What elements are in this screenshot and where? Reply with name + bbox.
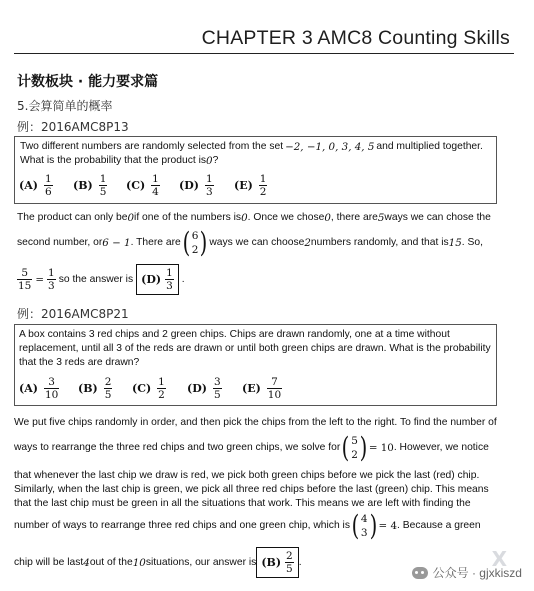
wechat-icon [412, 567, 428, 579]
example2-answer-box [256, 547, 298, 578]
wechat-watermark [412, 564, 522, 581]
text: . Once we chose [247, 212, 325, 223]
frac-num: 1 [48, 267, 55, 279]
example2-label: 例：2016AMC8P21 [17, 307, 129, 321]
answer-choice [73, 173, 107, 198]
example2-problem-line1: A box contains 3 red chips and 2 green chips. Chips are drawn randomly, one at a time without [19, 329, 450, 340]
paren-left: ( [341, 431, 350, 464]
example1-answer-box [136, 264, 179, 295]
example2-solution-line2 [14, 433, 489, 463]
example2-problem-line3: that the 3 reds are drawn? [19, 357, 140, 368]
fraction-1-3 [47, 267, 56, 292]
binom-top: 4 [360, 513, 368, 525]
answer-choice [126, 173, 160, 198]
answer-choice [187, 376, 222, 401]
example2-solution-line5: that the last chip must be green in all the situations that work. This means we are left with finding the [14, 498, 471, 509]
text: . However, we notice [393, 442, 489, 453]
text: ways we can choose [209, 237, 305, 248]
text: What is the probability that the product is [20, 155, 207, 166]
paren-right: ) [200, 226, 208, 259]
frac-num: 1 [166, 267, 173, 279]
choice-fraction [213, 376, 222, 401]
frac-num: 3 [213, 376, 221, 388]
text: The product can only be [17, 212, 128, 223]
choice-label: (A) [19, 382, 38, 395]
choice-label: (B) [78, 382, 98, 395]
choice-fraction [44, 173, 53, 198]
example2-problem-line2: replacement, until all 3 of the reds are drawn or until both green chips are drawn. What is the probability [19, 343, 491, 354]
choice-label: (A) [19, 179, 38, 192]
binom-bottom: 2 [351, 449, 358, 461]
text: situations, our answer is [145, 556, 257, 568]
frac-num: 3 [48, 376, 55, 388]
number-set: −2, −1, 0, 3, 4, 5 [285, 141, 375, 153]
math: 0 [324, 212, 331, 224]
choice-label: (E) [234, 179, 253, 192]
text: number of ways to rearrange three red chips and one green chip, which is [14, 520, 350, 531]
text: second number, or [17, 237, 103, 248]
frac-num: 1 [158, 376, 165, 388]
example2-solution-line3: that whenever the last chip we draw is red, we pick both green chips before we pick the last (red) chip. [14, 470, 480, 481]
text: . [181, 273, 185, 285]
choice-fraction [205, 173, 214, 198]
math: 4 [83, 556, 90, 569]
example1-solution-line2 [17, 228, 483, 258]
example2-solution-line7 [14, 547, 302, 578]
binomial-6-2 [181, 226, 210, 259]
choice-fraction [44, 376, 59, 401]
binomial-4-3 [350, 509, 379, 542]
section-subheading: 5.会算简单的概率 [17, 99, 113, 113]
answer-choice [132, 376, 166, 401]
frac-num: 2 [104, 376, 112, 388]
math: 5 [377, 212, 385, 224]
frac-den: 5 [286, 563, 293, 575]
watermark-text: 公众号 · gjxkiszd [432, 566, 522, 580]
frac-num: 1 [99, 173, 107, 185]
section-heading: 计数板块 · 能力要求篇 [17, 74, 159, 90]
frac-num: 1 [205, 173, 213, 185]
brand-logo-watermark: X [491, 547, 508, 571]
math: 0 [241, 212, 248, 224]
answer-label: (D) [141, 272, 162, 286]
choice-label: (D) [179, 179, 199, 192]
choice-fraction [157, 376, 166, 401]
text: and multiplied together. [376, 141, 483, 152]
frac-den: 5 [104, 389, 112, 401]
example1-problem-line2 [20, 154, 218, 168]
choice-label: (B) [73, 179, 93, 192]
math: 0 [127, 212, 135, 224]
frac-den: 3 [48, 280, 55, 292]
frac-den: 5 [99, 186, 107, 198]
frac-num: 7 [271, 376, 278, 388]
binomial-5-2 [340, 431, 369, 464]
frac-num: 1 [152, 173, 159, 185]
frac-den: 2 [158, 389, 165, 401]
binom-top: 5 [351, 435, 358, 447]
frac-den: 3 [166, 280, 173, 292]
answer-choice [179, 173, 214, 198]
text: chip will be last [14, 556, 84, 568]
frac-den: 3 [205, 186, 213, 198]
text: numbers randomly, and that is [310, 237, 449, 248]
paren-right: ) [369, 509, 377, 542]
frac-den: 15 [18, 280, 32, 292]
example1-problem-box [14, 136, 497, 204]
text: . There are [130, 237, 181, 248]
choice-fraction [99, 173, 108, 198]
text: out of the [89, 556, 133, 568]
example2-solution-line4: Similarly, when the last chip is green, we pick all three red chips before the last (green) chip. This means [14, 484, 489, 495]
paren-right: ) [359, 431, 368, 464]
frac-num: 1 [44, 173, 52, 185]
text: so the answer is [58, 273, 134, 285]
equals-sign: = [35, 273, 45, 286]
chapter-rule [14, 53, 514, 54]
math: 10 [132, 556, 146, 569]
text: ways to rearrange the three red chips and two green chips, we solve for [14, 442, 341, 453]
answer-label: (B) [261, 555, 282, 569]
frac-num: 2 [286, 550, 293, 562]
frac-den: 10 [267, 389, 282, 401]
choice-label: (E) [242, 382, 261, 395]
example2-solution-line1: We put five chips randomly in order, and then pick the chips from the left to the right. To find the number of [14, 417, 497, 428]
answer-choice [78, 376, 112, 401]
choice-label: (C) [132, 382, 152, 395]
frac-den: 6 [44, 186, 52, 198]
paren-left: ( [351, 509, 360, 542]
example2-problem-box [14, 324, 497, 406]
choice-fraction [259, 173, 268, 198]
example1-label: 例：2016AMC8P13 [17, 120, 129, 134]
math-zero: 0 [206, 155, 213, 167]
choice-fraction [104, 376, 113, 401]
choice-label: (D) [187, 382, 207, 395]
text: Two different numbers are randomly selected from the set [20, 141, 284, 152]
paren-left: ( [182, 226, 191, 259]
frac-den: 10 [44, 389, 59, 401]
frac-num: 1 [259, 173, 267, 185]
frac-num: 5 [21, 267, 29, 279]
text: ? [212, 155, 219, 166]
chapter-title: CHAPTER 3 AMC8 Counting Skills [201, 27, 510, 49]
answer-choice [234, 173, 267, 198]
binom-bottom: 3 [360, 527, 368, 539]
example1-solution-line1 [17, 211, 491, 225]
math-equation: = 10 [368, 442, 394, 454]
math-expression: 6 − 1 [102, 237, 131, 249]
text: . Because a green [397, 520, 481, 531]
text: . [298, 556, 302, 568]
answer-choice [19, 173, 53, 198]
example1-solution-line3 [17, 264, 185, 295]
math: 15 [448, 237, 462, 249]
frac-den: 5 [213, 389, 221, 401]
fraction-5-15 [17, 267, 32, 292]
math: 2 [304, 237, 311, 249]
example2-solution-line6 [14, 511, 481, 541]
text: . So, [461, 237, 483, 248]
frac-den: 2 [259, 186, 267, 198]
choice-fraction [151, 173, 160, 198]
text: , there are [330, 212, 378, 223]
frac-den: 4 [152, 186, 159, 198]
text: if one of the numbers is [134, 212, 242, 223]
answer-choice [19, 376, 59, 401]
math-equation: = 4 [378, 520, 397, 532]
binom-top: 6 [191, 230, 199, 242]
example1-problem-line1 [20, 140, 483, 154]
choice-fraction [267, 376, 282, 401]
answer-choice [242, 376, 282, 401]
text: ways we can chose the [384, 212, 491, 223]
binom-bottom: 2 [191, 244, 199, 256]
choice-label: (C) [126, 179, 146, 192]
